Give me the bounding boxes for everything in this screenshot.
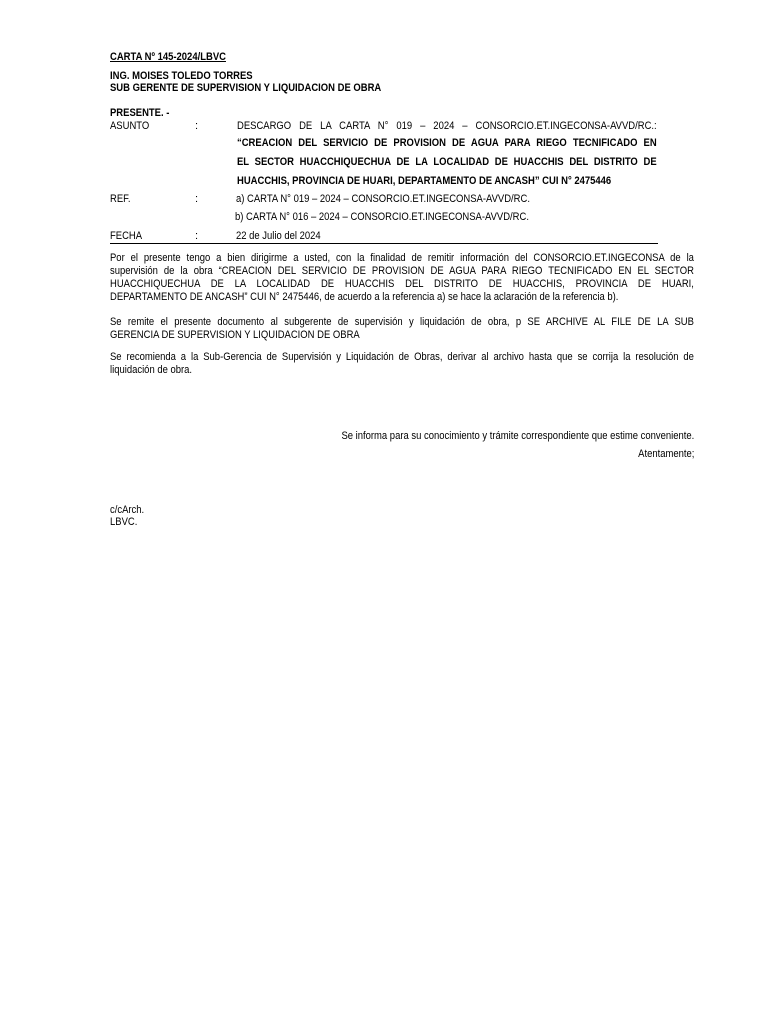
footer-initials xyxy=(110,516,142,529)
ref-a xyxy=(236,193,656,206)
ref-b xyxy=(235,211,655,224)
asunto-line-1-text: DESCARGO DE LA CARTA N° 019 – 2024 – CONSORCIO.ET.INGECONSA-AVVD/RC.: xyxy=(237,120,657,132)
fecha-label xyxy=(110,230,147,243)
body-paragraph-1 xyxy=(110,252,694,304)
body-paragraph-3 xyxy=(110,351,694,377)
closing-salutation-text: Atentamente; xyxy=(637,448,694,460)
p1-line-4: DEPARTAMENTO DE ANCASH” CUI N° 2475446, de acuerdo a la referencia a) se hace la aclaración de la referencia b). xyxy=(110,291,619,303)
asunto-line-2-text: “CREACION DEL SERVICIO DE PROVISION DE AGUA PARA RIEGO TECNIFICADO EN xyxy=(237,137,657,149)
p1-line-3: HUACCHIQUECHUA DE LA LOCALIDAD DE HUACCHIS DEL DISTRITO DE HUACCHIS, PROVINCIA DE HUARI, xyxy=(110,278,694,290)
presente-text: PRESENTE. - xyxy=(110,107,170,119)
asunto-line-4 xyxy=(237,175,657,188)
asunto-label xyxy=(110,120,156,133)
fecha-colon: : xyxy=(195,230,199,242)
presente-heading xyxy=(110,107,179,120)
closing-line-text: Se informa para su conocimiento y trámite correspondiente que estime conveniente. xyxy=(341,430,694,442)
closing-salutation xyxy=(629,448,694,461)
asunto-label-text: ASUNTO xyxy=(110,120,150,132)
p1-line-2: supervisión de la obra “CREACION DEL SERVICIO DE PROVISION DE AGUA PARA RIEGO TECNIFICADO EN EL SECTOR xyxy=(110,265,694,277)
body-paragraph-2 xyxy=(110,316,694,342)
p3-line-2: liquidación de obra. xyxy=(110,364,193,376)
fecha-label-text: FECHA xyxy=(110,230,143,242)
ref-a-text: a) CARTA N° 019 – 2024 – CONSORCIO.ET.INGECONSA-AVVD/RC. xyxy=(236,193,530,205)
p3-line-1: Se recomienda a la Sub-Gerencia de Supervisión y Liquidación de Obras, derivar al archivo hasta que se corrija la resolución de xyxy=(110,351,694,363)
p2-line-2: GERENCIA DE SUPERVISION Y LIQUIDACION DE OBRA xyxy=(110,329,360,341)
ref-label-text: REF. xyxy=(110,193,131,205)
recipient-title xyxy=(110,82,425,95)
recipient-name-text: ING. MOISES TOLEDO TORRES xyxy=(110,70,253,82)
ref-b-text: b) CARTA N° 016 – 2024 – CONSORCIO.ET.INGECONSA-AVVD/RC. xyxy=(235,211,529,223)
footer-cc-text: c/cArch. xyxy=(110,504,145,516)
asunto-line-1 xyxy=(237,120,657,133)
asunto-line-3-text: EL SECTOR HUACCHIQUECHUA DE LA LOCALIDAD DE HUACCHIS DEL DISTRITO DE xyxy=(237,156,657,168)
ref-colon: : xyxy=(195,193,199,205)
ref-label xyxy=(110,193,134,206)
asunto-line-2 xyxy=(237,137,657,150)
fecha-value-text: 22 de Julio del 2024 xyxy=(236,230,321,242)
footer-initials-text: LBVC. xyxy=(110,516,138,528)
letter-number-text: CARTA Nº 145-2024/LBVC xyxy=(110,51,226,63)
recipient-title-text: SUB GERENTE DE SUPERVISION Y LIQUIDACION DE OBRA xyxy=(110,82,382,94)
asunto-line-3 xyxy=(237,156,657,169)
fecha-value xyxy=(236,230,656,243)
p2-line-1: Se remite el presente documento al subgerente de supervisión y liquidación de obra, p SE ARCHIVE AL FILE DE LA SUB xyxy=(110,316,694,328)
asunto-line-4-text: HUACCHIS, PROVINCIA DE HUARI, DEPARTAMENTO DE ANCASH” CUI N° 2475446 xyxy=(237,175,612,187)
closing-line xyxy=(284,430,694,443)
header-divider xyxy=(110,243,658,244)
letter-number xyxy=(110,51,245,64)
p1-line-1: Por el presente tengo a bien dirigirme a usted, con la finalidad de remitir información del CONSORCIO.ET.INGECONSA de la xyxy=(110,252,694,264)
asunto-colon: : xyxy=(195,120,199,132)
